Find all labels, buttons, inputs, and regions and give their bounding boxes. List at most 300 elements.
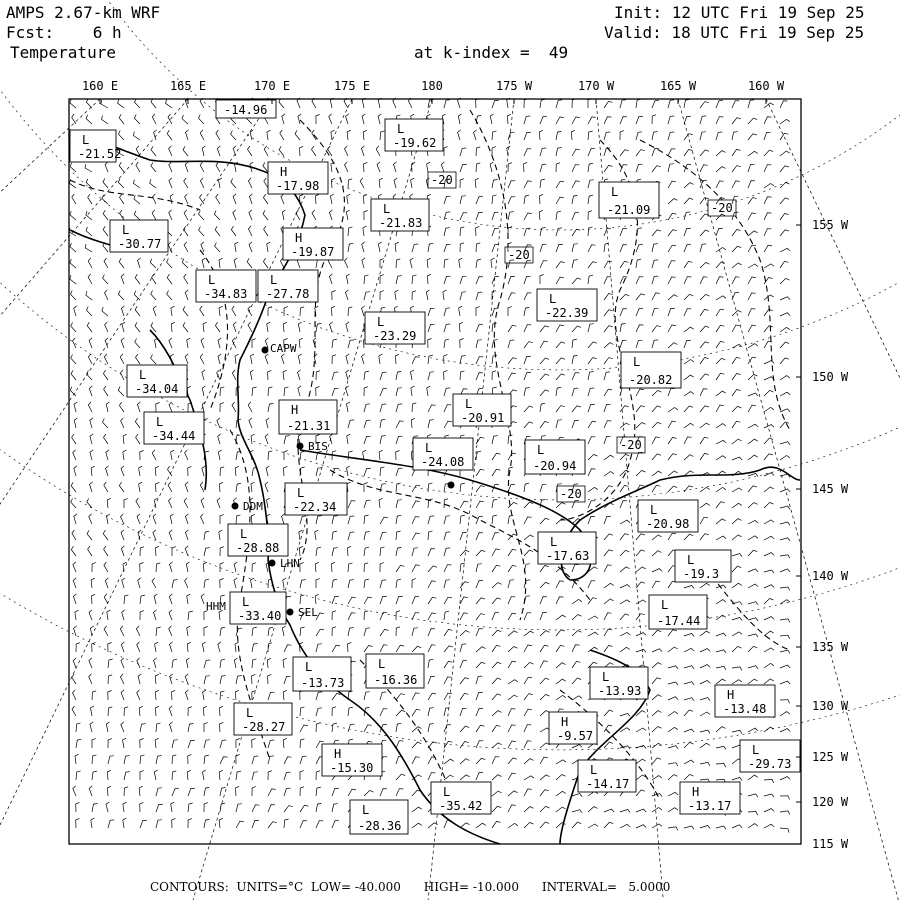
wind-barb (332, 821, 339, 828)
wind-barb (764, 598, 773, 604)
wind-barb (732, 535, 742, 540)
wind-barb (572, 615, 581, 621)
wind-barb (172, 690, 176, 700)
wind-barb (184, 242, 188, 252)
wind-barb (588, 807, 598, 812)
wind-barb (476, 629, 483, 636)
wind-barb (108, 739, 112, 748)
wind-barb (104, 482, 108, 492)
wind-barb (140, 547, 144, 556)
wind-barb (716, 424, 726, 428)
wind-barb (121, 530, 124, 540)
wind-barb (668, 295, 678, 300)
wind-barb (476, 676, 482, 684)
wind-barb (298, 354, 301, 364)
wind-barb (636, 775, 646, 780)
wind-barb (169, 594, 172, 604)
wind-barb (169, 162, 172, 172)
wind-barb (201, 242, 204, 252)
wind-barb (107, 770, 111, 780)
wind-barb (668, 181, 676, 188)
wind-barb (556, 117, 564, 124)
wind-barb (264, 146, 268, 156)
wind-barb (201, 498, 204, 508)
wind-barb (108, 675, 112, 684)
wind-barb (185, 354, 188, 364)
wind-barb (187, 626, 191, 636)
wind-barb (588, 227, 593, 236)
wind-barb (700, 665, 710, 669)
wind-barb (412, 628, 418, 636)
wind-barb (556, 197, 564, 204)
wind-barb (412, 579, 416, 588)
wind-barb (476, 581, 483, 588)
wind-barb (732, 246, 741, 252)
wind-barb (202, 642, 205, 652)
wind-barb (330, 322, 333, 332)
wind-barb (136, 434, 140, 444)
wind-barb (139, 466, 142, 476)
wind-barb (380, 131, 384, 140)
wind-barb (748, 503, 757, 509)
wind-barb (476, 307, 480, 316)
wind-barb (70, 99, 76, 108)
wind-barb (426, 290, 429, 300)
wind-barb (539, 130, 543, 140)
wind-barb (316, 787, 321, 796)
wind-barb (732, 166, 741, 172)
wind-barb (476, 147, 480, 156)
wind-barb (572, 229, 580, 236)
wind-barb (218, 642, 221, 652)
wind-barb (124, 499, 128, 508)
wind-barb (329, 274, 332, 284)
wind-barb (508, 805, 516, 812)
extrema-value: -17.44 (657, 614, 701, 628)
wind-barb (101, 100, 108, 108)
wind-barb (169, 530, 172, 540)
wind-barb (88, 546, 92, 556)
wind-barb (588, 454, 597, 460)
wind-barb (652, 678, 661, 684)
wind-barb (444, 548, 450, 556)
wind-barb (668, 213, 676, 220)
wind-barb (121, 306, 124, 316)
wind-barb (167, 259, 172, 269)
extrema-type: H (334, 747, 342, 761)
wind-barb (556, 420, 562, 428)
wind-barb (748, 728, 758, 732)
wind-barb (700, 244, 706, 252)
wind-barb (604, 629, 612, 636)
wind-barb (604, 421, 611, 428)
wind-barb (716, 132, 722, 140)
wind-barb (732, 583, 742, 588)
wind-barb (348, 516, 354, 524)
wind-barb (202, 386, 205, 396)
wind-barb (70, 275, 76, 284)
wind-barb (508, 212, 514, 220)
wind-barb (668, 697, 678, 700)
wind-barb (732, 230, 741, 237)
wind-barb (444, 339, 449, 348)
wind-barb (300, 627, 305, 636)
extrema-type: L (397, 122, 405, 136)
wind-barb (572, 581, 579, 588)
wind-barb (668, 792, 678, 796)
wind-barb (315, 530, 318, 540)
wind-barb (169, 626, 172, 636)
wind-barb (652, 406, 661, 412)
wind-barb (71, 322, 76, 332)
wind-barb (428, 100, 434, 109)
wind-barb (71, 355, 76, 365)
wind-barb (604, 472, 614, 477)
wind-barb (668, 116, 674, 124)
wind-barb (107, 786, 111, 796)
wind-barb (428, 708, 434, 716)
wind-barb (332, 645, 340, 652)
wind-barb (780, 198, 789, 204)
extrema-type: L (687, 553, 695, 567)
wind-barb (377, 162, 380, 172)
wind-barb (332, 388, 339, 396)
wind-barb (492, 277, 499, 284)
parallel (34, 0, 900, 230)
wind-barb (219, 706, 223, 716)
wind-barb (168, 466, 173, 476)
wind-barb (700, 631, 710, 636)
wind-barb (700, 132, 706, 140)
wind-barb (332, 694, 341, 701)
wind-barb (716, 277, 723, 284)
wind-barb (668, 647, 678, 652)
wind-barb (252, 674, 256, 684)
wind-barb (764, 310, 773, 317)
wind-barb (396, 579, 401, 588)
wind-barb (362, 242, 365, 252)
wind-barb (540, 631, 550, 636)
wind-barb (268, 370, 272, 380)
wind-barb (166, 100, 173, 109)
wind-barb (668, 808, 678, 812)
extrema-labels (70, 100, 800, 834)
wind-barb (732, 825, 742, 828)
wind-barb (428, 372, 434, 380)
wind-barb (169, 498, 173, 508)
wind-barb (604, 165, 612, 172)
wind-barb (700, 534, 709, 540)
wind-barb (236, 786, 240, 796)
extrema-type: L (305, 660, 313, 674)
wind-barb (444, 308, 450, 316)
wind-barb (71, 546, 76, 556)
wind-barb (780, 712, 790, 716)
wind-barb (248, 146, 253, 156)
wind-barb (362, 354, 365, 364)
wind-barb (120, 626, 124, 636)
wind-barb (604, 372, 610, 380)
wind-barb (444, 725, 451, 732)
wind-barb (732, 488, 742, 492)
wind-barb (684, 150, 693, 157)
wind-barb (668, 343, 678, 348)
wind-barb (187, 770, 191, 780)
wind-barb (668, 533, 676, 540)
wind-barb (572, 822, 581, 828)
wind-barb (394, 162, 397, 172)
wind-barb (620, 713, 630, 716)
wind-barb (524, 373, 531, 381)
wind-barb (588, 517, 595, 525)
wind-barb (316, 386, 320, 396)
wind-barb (444, 196, 451, 204)
wind-barb (185, 290, 188, 300)
wind-barb (524, 709, 532, 716)
wind-barb (476, 469, 484, 476)
wind-barb (460, 597, 468, 604)
wind-barb (396, 483, 401, 492)
extrema-type: L (270, 273, 278, 287)
wind-barb (732, 132, 738, 140)
wind-barb (119, 258, 124, 268)
wind-barb (87, 371, 92, 381)
wind-barb (620, 520, 630, 524)
wind-barb (150, 179, 156, 188)
wind-barb (620, 340, 627, 348)
wind-barb (732, 617, 742, 620)
wind-barb (428, 677, 435, 685)
wind-barb (91, 578, 95, 588)
wind-barb (119, 482, 124, 492)
wind-barb (396, 531, 401, 540)
wind-barb (684, 134, 693, 140)
wind-barb (428, 339, 432, 349)
wind-barb (748, 277, 756, 284)
wind-barb (380, 563, 384, 572)
wind-barb (540, 117, 547, 124)
wind-barb (604, 646, 613, 653)
wind-barb (155, 706, 159, 716)
wind-barb (105, 322, 108, 332)
wind-barb (620, 647, 630, 652)
wind-barb (764, 117, 771, 124)
wind-barb (428, 597, 436, 604)
wind-barb (700, 649, 710, 653)
wind-barb (476, 647, 486, 652)
wind-barb (300, 194, 304, 204)
wind-barb (411, 386, 415, 396)
wind-barb (220, 788, 226, 797)
wind-barb (364, 292, 370, 300)
wind-barb (364, 468, 371, 476)
wind-barb (268, 789, 276, 796)
extrema-value: -19.87 (291, 245, 335, 259)
wind-barb (780, 600, 790, 604)
wind-barb (556, 100, 562, 108)
wind-barb (172, 580, 178, 589)
wind-barb (604, 534, 613, 540)
wind-barb (88, 274, 92, 284)
wind-barb (524, 181, 532, 188)
wind-barb (764, 150, 773, 156)
wind-barb (620, 824, 630, 828)
wind-barb (764, 361, 774, 365)
wind-barb (107, 514, 110, 524)
wind-barb (780, 796, 790, 800)
wind-barb (299, 338, 303, 348)
wind-barb (135, 418, 140, 428)
wind-barb (284, 788, 290, 796)
wind-barb (169, 610, 172, 620)
wind-barb (167, 291, 172, 301)
wind-barb (348, 451, 353, 460)
wind-barb (268, 822, 277, 828)
wind-barb (780, 587, 790, 591)
wind-barb (348, 179, 352, 188)
wind-barb (252, 756, 258, 764)
wind-barb (412, 790, 421, 796)
wind-barb (298, 322, 301, 332)
wind-barb (700, 294, 709, 300)
wind-barb (700, 712, 710, 716)
wind-barb (540, 164, 546, 172)
wind-barb (460, 661, 467, 668)
wind-barb (216, 130, 220, 140)
wind-barb (636, 294, 645, 300)
wind-barb (200, 178, 204, 188)
wind-barb (556, 163, 560, 172)
wind-barb (524, 356, 531, 364)
extrema-type: L (537, 443, 545, 457)
wind-barb (652, 437, 660, 444)
wind-barb (86, 211, 92, 220)
wind-barb (380, 436, 386, 445)
wind-barb (540, 806, 549, 812)
wind-barb (122, 578, 125, 588)
extrema-type: L (650, 503, 658, 517)
wind-barb (540, 566, 549, 573)
wind-barb (636, 825, 646, 828)
wind-barb (92, 804, 98, 813)
wind-barb (668, 437, 677, 444)
wind-barb (540, 99, 545, 108)
wind-barb (186, 130, 189, 140)
wind-barb (476, 259, 481, 268)
wind-barb (540, 645, 548, 652)
wind-barb (508, 373, 516, 380)
wind-barb (215, 243, 220, 253)
wind-barb (780, 151, 790, 156)
wind-barb (764, 390, 773, 396)
wind-barb (200, 130, 204, 140)
wind-barb (201, 514, 205, 524)
wind-barb (233, 322, 236, 332)
init-time: Init: 12 UTC Fri 19 Sep 25 (614, 3, 865, 22)
wind-barb (476, 692, 483, 700)
wind-barb (764, 326, 773, 332)
wind-barb (316, 468, 322, 476)
wind-barb (780, 297, 790, 300)
wind-barb (636, 470, 645, 476)
wind-barb (428, 243, 433, 252)
wind-barb (329, 210, 332, 220)
meridian (0, 99, 100, 713)
wind-barb (220, 722, 224, 732)
wind-barb (103, 275, 108, 285)
station-marker (287, 609, 294, 616)
wind-barb (540, 358, 549, 364)
wind-barb (572, 810, 582, 813)
wind-barb (135, 322, 140, 332)
extrema-value: -29.73 (748, 757, 792, 771)
wind-barb (220, 659, 225, 668)
wind-barb (362, 258, 365, 268)
wind-barb (200, 194, 205, 204)
lon-tick-label: 165 W (659, 79, 697, 93)
wind-barb (107, 610, 111, 620)
lon-tick-label: 180 (421, 79, 443, 93)
wind-barb (315, 562, 319, 572)
wind-barb (282, 626, 285, 636)
lat-tick-label: 135 W (812, 640, 849, 654)
wind-barb (89, 658, 92, 668)
wind-barb (75, 610, 79, 620)
wind-barb (137, 514, 140, 524)
wind-barb (316, 723, 320, 732)
wind-barb (604, 358, 613, 364)
wind-barb (120, 674, 124, 684)
extrema-value: -20.82 (629, 373, 673, 387)
wind-barb (156, 563, 160, 572)
wind-barb (620, 485, 628, 492)
wind-barb (684, 729, 694, 732)
wind-barb (652, 293, 660, 300)
extrema-type: L (602, 670, 610, 684)
wind-barb (124, 595, 128, 604)
wind-barb (90, 450, 93, 460)
wind-barb (169, 146, 172, 156)
extrema-value: -21.31 (287, 419, 331, 433)
wind-barb (588, 342, 597, 348)
wind-barb (214, 211, 220, 220)
wind-barb (700, 277, 708, 284)
extrema-value: -14.17 (586, 777, 630, 791)
wind-barb (732, 667, 742, 671)
wind-barb (362, 306, 365, 316)
wind-barb (572, 745, 582, 749)
wind-barb (282, 114, 285, 124)
wind-barb (380, 709, 387, 716)
wind-barb (764, 197, 772, 204)
wind-barb (412, 613, 419, 620)
wind-barb (267, 322, 271, 332)
wind-barb (74, 402, 77, 412)
wind-barb (636, 340, 642, 348)
wind-barb (332, 804, 338, 812)
extrema-value: -28.27 (242, 720, 286, 734)
wind-barb (231, 226, 236, 236)
wind-barb (348, 307, 352, 316)
wind-barb (235, 690, 239, 700)
wind-barb (604, 389, 612, 396)
wind-barb (170, 722, 173, 732)
wind-barb (476, 277, 483, 284)
wind-barb (556, 374, 565, 380)
wind-barb (395, 290, 398, 300)
wind-barb (539, 210, 543, 220)
wind-barb (636, 452, 643, 460)
